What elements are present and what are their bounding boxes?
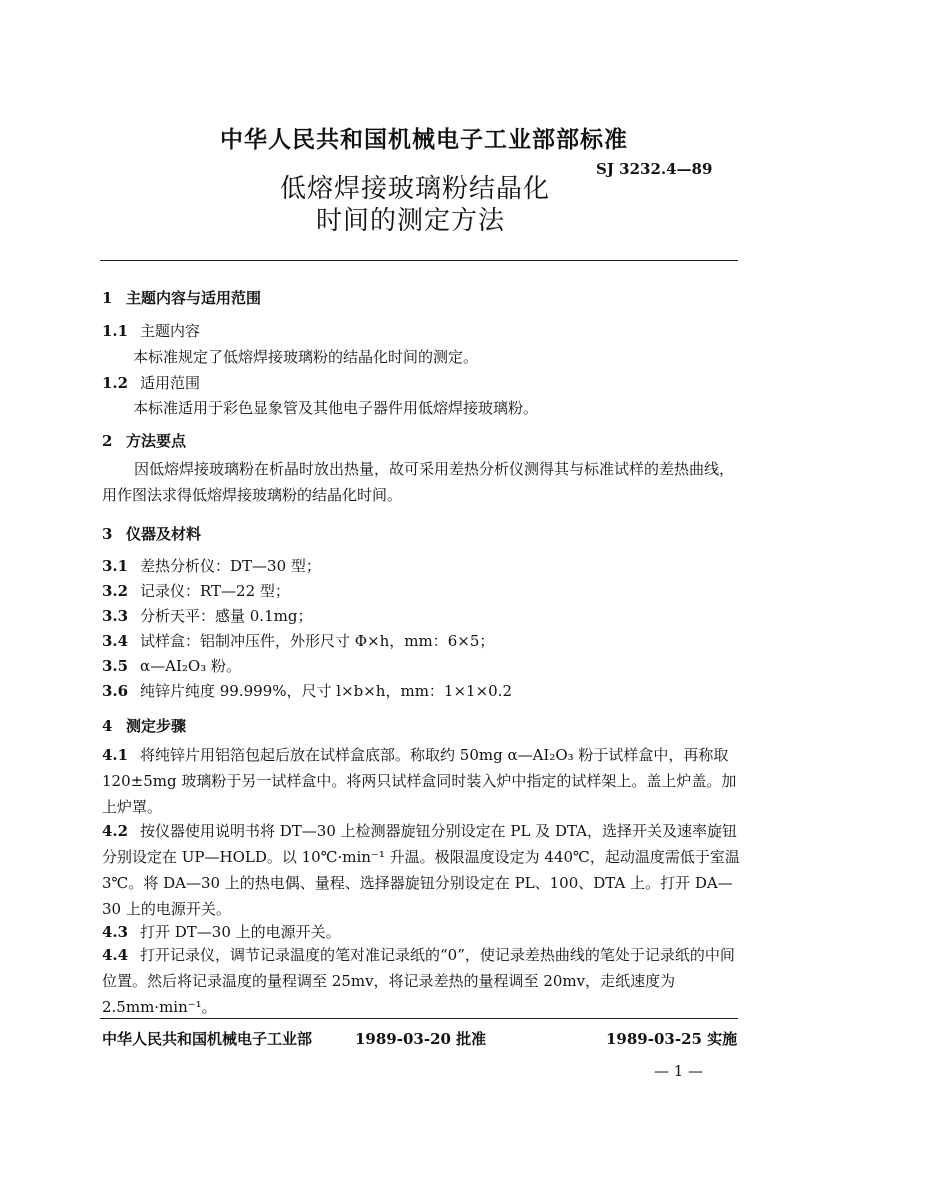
step-4-2-text: 按仪器使用说明书将 DT—30 上检测器旋钮分别设定在 PL 及 DTA，选择开关及速率旋钮分别设定在 UP—HOLD。以 10℃·min⁻¹ 升温。极限温度设定为 440℃，起动温度需低于室温 3℃。将 DA—30 上的热电偶、量程、选择器旋钮分别设定在 PL、100、DTA 上。打开 DA—30 上的电源开关。: [102, 822, 740, 918]
list-item-3-5-number: 3.5: [102, 657, 129, 675]
list-item-3-1: [102, 555, 321, 576]
issuing-department-title: 中华人民共和国机械电子工业部部标准: [220, 127, 628, 153]
step-4-1: [102, 742, 742, 820]
section-3-heading: [102, 523, 201, 544]
footer-department: 中华人民共和国机械电子工业部: [102, 1030, 313, 1048]
list-item-3-1-number: 3.1: [102, 557, 129, 575]
clause-1-1-text: 本标准规定了低熔焊接玻璃粉的结晶化时间的测定。: [133, 348, 479, 366]
list-item-3-6-text: 纯锌片纯度 99.999%，尺寸 l×b×h，mm：1×1×0.2: [140, 682, 512, 700]
list-item-3-6: [102, 680, 512, 701]
clause-1-2-title: 适用范围: [140, 374, 201, 392]
step-4-2-number: 4.2: [102, 822, 129, 840]
document-title-line-1: 低熔焊接玻璃粉结晶化: [280, 174, 551, 204]
step-4-1-number: 4.1: [102, 746, 129, 764]
list-item-3-2-text: 记录仪：RT—22 型；: [140, 582, 290, 600]
section-2-title: 方法要点: [126, 432, 187, 450]
list-item-3-3-number: 3.3: [102, 607, 129, 625]
list-item-3-3: [102, 605, 312, 626]
list-item-3-4-number: 3.4: [102, 632, 129, 650]
step-4-2: [102, 818, 742, 922]
clause-1-2-text: 本标准适用于彩色显象管及其他电子器件用低熔焊接玻璃粉。: [133, 399, 539, 417]
page-number: — 1 —: [654, 1062, 704, 1080]
section-1-number: 1: [102, 289, 113, 307]
section-2-paragraph: 因低熔焊接玻璃粉在析晶时放出热量，故可采用差热分析仪测得其与标准试样的差热曲线，用作图法求得低熔焊接玻璃粉的结晶化时间。: [102, 460, 735, 504]
list-item-3-2-number: 3.2: [102, 582, 129, 600]
section-4-heading: [102, 715, 186, 736]
list-item-3-6-number: 3.6: [102, 682, 129, 700]
clause-1-1: [102, 320, 200, 341]
step-4-4-number: 4.4: [102, 946, 129, 964]
list-item-3-5-text: α—AI₂O₃ 粉。: [140, 657, 241, 675]
list-item-3-3-text: 分析天平：感量 0.1mg；: [140, 607, 313, 625]
list-item-3-4: [102, 630, 494, 651]
standard-code: SJ 3232.4—89: [596, 160, 713, 178]
header-divider: [100, 260, 738, 261]
clause-1-1-number: 1.1: [102, 322, 129, 340]
section-4-number: 4: [102, 717, 113, 735]
section-1-heading: [102, 287, 261, 308]
clause-1-1-title: 主题内容: [140, 322, 201, 340]
clause-1-2-number: 1.2: [102, 374, 129, 392]
clause-1-2: [102, 372, 200, 393]
footer-divider: [100, 1018, 738, 1019]
effective-date: 1989-03-25 实施: [606, 1030, 738, 1048]
list-item-3-1-text: 差热分析仪：DT—30 型；: [140, 557, 321, 575]
step-4-3-text: 打开 DT—30 上的电源开关。: [140, 923, 341, 941]
section-3-title: 仪器及材料: [126, 525, 202, 543]
list-item-3-4-text: 试样盒：铝制冲压件，外形尺寸 Φ×h，mm：6×5；: [140, 632, 495, 650]
section-1-title: 主题内容与适用范围: [126, 289, 262, 307]
document-title-line-2: 时间的测定方法: [316, 206, 506, 236]
section-4-title: 测定步骤: [126, 717, 187, 735]
step-4-1-text: 将纯锌片用铝箔包起后放在试样盒底部。称取约 50mg α—AI₂O₃ 粉于试样盒中，再称取 120±5mg 玻璃粉于另一试样盒中。将两只试样盒同时装入炉中指定的试样架上。盖上炉盖。加上炉罩。: [102, 746, 737, 816]
step-4-4: [102, 942, 742, 1020]
step-4-4-text: 打开记录仪，调节记录温度的笔对准记录纸的“0”，使记录差热曲线的笔处于记录纸的中间位置。然后将记录温度的量程调至 25mv，将记录差热的量程调至 20mv，走纸速度为 2.5mm·min⁻¹。: [102, 946, 735, 1016]
step-4-3: [102, 921, 341, 942]
step-4-3-number: 4.3: [102, 923, 129, 941]
section-2-number: 2: [102, 432, 113, 450]
list-item-3-2: [102, 580, 290, 601]
section-2-heading: [102, 430, 186, 451]
list-item-3-5: [102, 655, 241, 676]
section-3-number: 3: [102, 525, 113, 543]
approval-date: 1989-03-20 批准: [355, 1030, 487, 1048]
